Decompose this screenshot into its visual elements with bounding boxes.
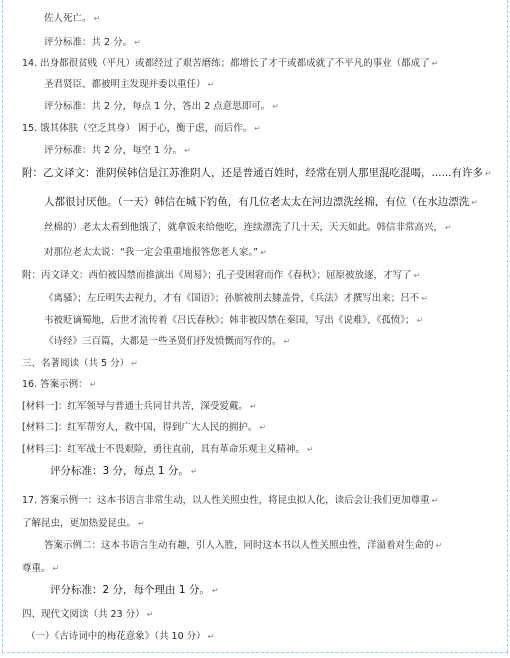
text-line xyxy=(22,167,492,180)
text-line xyxy=(44,292,428,305)
line-text: 评分标准：共 2 分，每空 1 分。 xyxy=(44,145,183,156)
line-text: 17. 答案示例一：这本书语言非常生动，以人性关照虫性，将昆虫拟人化，读后会让我们更加尊重 xyxy=(22,495,430,506)
page-border-bottom xyxy=(2,652,508,653)
paragraph-mark-icon: ↵ xyxy=(184,146,191,155)
paragraph-mark-icon: ↵ xyxy=(471,198,478,207)
text-line xyxy=(22,562,59,575)
line-text: 《离骚》；左丘明失去视力，才有《国语》；孙膑被削去膝盖骨，《兵法》才撰写出来；吕不 xyxy=(44,293,420,304)
text-line xyxy=(22,443,314,456)
line-text: 丝棉的）老太太看到他饿了，就拿饭来给他吃，连续漂洗了几十天，天天如此。韩信非常高兴， xyxy=(44,222,444,233)
text-line xyxy=(22,494,438,507)
line-text: 尊重。 xyxy=(22,563,51,574)
paragraph-mark-icon: ↵ xyxy=(431,59,439,68)
text-line xyxy=(22,122,261,135)
line-text: 14. 出身都很贫贱（平凡）或都经过了艰苦磨练；都增长了才干或都成就了不平凡的事业（都成了 xyxy=(22,58,430,69)
line-text: 15. 饿其体肤（空乏其身） 困于心，衡于虑，而后作。 xyxy=(22,123,253,134)
text-line xyxy=(44,196,478,209)
line-text: 了解昆虫，更加热爱昆虫。 xyxy=(22,518,137,529)
paragraph-mark-icon: ↵ xyxy=(52,564,60,573)
paragraph-mark-icon: ↵ xyxy=(431,496,439,505)
line-text: 四、现代文阅读（共 23 分） xyxy=(22,609,145,620)
paragraph-mark-icon: ↵ xyxy=(283,337,291,346)
text-line xyxy=(50,584,219,597)
line-text: 韦被贬谪蜀地，后世才流传着《吕氏春秋》；韩非被囚禁在秦国，写出《说难》、《孤愤》； xyxy=(44,315,415,326)
line-text: 评分标准：3 分，每点 1 分。 xyxy=(50,465,189,477)
line-text: 评分标准：共 2 分，每点 1 分，答出 2 点意思即可。 xyxy=(44,101,271,112)
paragraph-mark-icon: ↵ xyxy=(485,169,492,178)
line-text: 附：丙文译文：西伯被囚禁而推演出《周易》；孔子受困窘而作《春秋》；屈原被放逐，才写了 xyxy=(22,270,412,281)
page-border-left xyxy=(2,0,3,652)
line-text: （一）《古诗词中的梅花意象》（共 10 分） xyxy=(26,631,206,642)
paragraph-mark-icon: ↵ xyxy=(138,519,145,528)
paragraph-mark-icon: ↵ xyxy=(131,359,138,368)
paragraph-mark-icon: ↵ xyxy=(207,80,215,89)
text-line xyxy=(44,36,141,49)
text-line xyxy=(22,57,438,70)
line-text: 评分标准：共 2 分。 xyxy=(44,37,133,48)
paragraph-mark-icon: ↵ xyxy=(134,38,141,47)
paragraph-mark-icon: ↵ xyxy=(445,223,452,232)
line-text: 附：乙文译文：淮阴侯韩信是江苏淮阴人，还是普通百姓时，经常在别人那里混吃混喝，......有许多 xyxy=(22,167,484,179)
paragraph-mark-icon: ↵ xyxy=(416,316,424,325)
paragraph-mark-icon: ↵ xyxy=(435,541,443,550)
text-line xyxy=(44,335,290,348)
line-text: 对那位老太太说：“我一定会重重地报答您老人家。” xyxy=(44,247,259,258)
paragraph-mark-icon: ↵ xyxy=(272,102,279,111)
text-line xyxy=(50,465,198,478)
line-text: [材料二]：红军帮穷人，救中国，得到广大人民的拥护。 xyxy=(22,422,258,433)
text-line xyxy=(22,421,266,434)
paragraph-mark-icon: ↵ xyxy=(93,14,101,23)
line-text: 佐人死亡。 xyxy=(44,13,92,24)
text-line xyxy=(44,314,423,327)
paragraph-mark-icon: ↵ xyxy=(249,402,257,411)
paragraph-mark-icon: ↵ xyxy=(89,380,97,389)
line-text: 人都很讨厌他。（一天）韩信在城下钓鱼，有几位老太太在河边漂洗丝棉，有位（在水边漂洗 xyxy=(44,196,470,208)
text-line xyxy=(22,517,145,530)
line-text: 答案示例二：这本书语言生动有趣，引人入胜，同时这本书以人性关照虫性，洋溢着对生命的 xyxy=(44,540,434,551)
text-line xyxy=(22,400,257,413)
text-line xyxy=(44,144,191,157)
paragraph-mark-icon: ↵ xyxy=(259,423,267,432)
paragraph-mark-icon: ↵ xyxy=(254,124,261,133)
line-text: 圣君贤臣、都被明主发现并委以重任） xyxy=(44,79,206,90)
paragraph-mark-icon: ↵ xyxy=(207,632,215,641)
text-line xyxy=(44,221,452,234)
text-line xyxy=(22,378,96,391)
text-line xyxy=(44,246,267,259)
line-text: [材料三]：红军战士不畏艰险，勇往直前，具有革命乐观主义精神。 xyxy=(22,444,305,455)
text-line xyxy=(22,357,138,370)
line-text: 评分标准：2 分，每个理由 1 分。 xyxy=(50,584,210,596)
line-text: [材料一]：红军领导与普通士兵同甘共苦，深受爱戴。 xyxy=(22,401,248,412)
text-line xyxy=(44,100,279,113)
line-text: 三、名著阅读（共 5 分） xyxy=(22,358,130,369)
text-line xyxy=(44,78,214,91)
text-line xyxy=(22,608,153,621)
paragraph-mark-icon: ↵ xyxy=(146,610,154,619)
line-text: 《诗经》三百篇，大都是一些圣贤们抒发愤慨而写作的。 xyxy=(44,336,282,347)
text-line xyxy=(26,630,214,643)
paragraph-mark-icon: ↵ xyxy=(413,271,421,280)
paragraph-mark-icon: ↵ xyxy=(306,445,314,454)
page-border-right xyxy=(507,0,508,652)
paragraph-mark-icon: ↵ xyxy=(211,586,219,595)
text-line xyxy=(22,269,420,282)
line-text: 16. 答案示例： xyxy=(22,379,88,390)
paragraph-mark-icon: ↵ xyxy=(260,248,267,257)
text-line xyxy=(44,12,100,25)
paragraph-mark-icon: ↵ xyxy=(190,467,198,476)
paragraph-mark-icon: ↵ xyxy=(421,294,428,303)
text-line xyxy=(44,539,442,552)
